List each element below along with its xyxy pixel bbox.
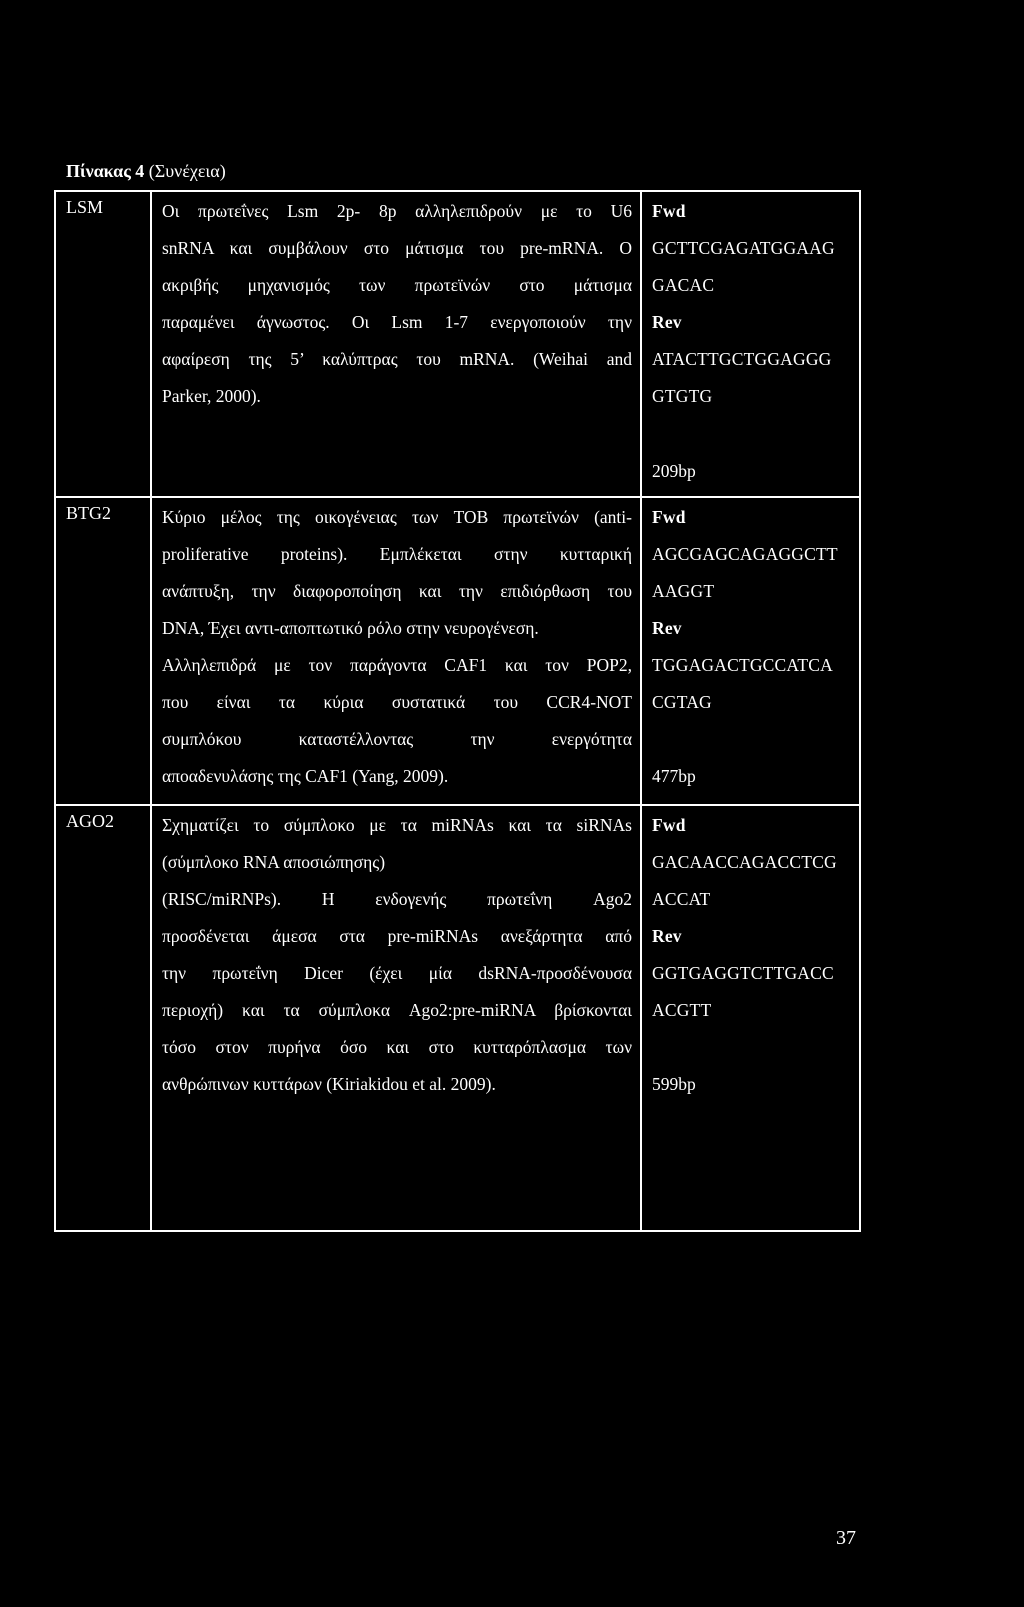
description-line: Parker, 2000). [162, 386, 261, 406]
description-line: ακριβής μηχανισμός των πρωτεϊνών στο μάτισμα [162, 275, 632, 295]
table-row [55, 497, 860, 805]
product-size: 209bp [652, 461, 696, 481]
description-line: Κύριο μέλος της οικογένειας των TOB πρωτεϊνών (anti- [162, 507, 632, 527]
fwd-sequence: AAGGT [652, 581, 715, 601]
fwd-label: Fwd [652, 201, 686, 221]
fwd-sequence: ACCAT [652, 889, 711, 909]
rev-sequence: GTGTG [652, 386, 713, 406]
gene-name-cell [55, 497, 151, 805]
gene-name-cell [55, 805, 151, 1231]
gene-table [54, 190, 861, 1232]
description-line: Οι πρωτεΐνες Lsm 2p- 8p αλληλεπιδρούν με το U6 [162, 201, 632, 221]
rev-label: Rev [652, 312, 682, 332]
description-cell [151, 805, 641, 1231]
rev-sequence: ACGTT [652, 1000, 712, 1020]
gene-name-cell [55, 191, 151, 497]
description-line: αφαίρεση της 5’ καλύπτρας του mRNA. (Weihai and [162, 349, 632, 369]
rev-sequence: CGTAG [652, 692, 712, 712]
description-line: Σχηματίζει το σύμπλοκο με τα miRNAs και τα siRNAs [162, 815, 632, 835]
fwd-sequence: GACAC [652, 275, 715, 295]
description-cell [151, 191, 641, 497]
description-cell [151, 497, 641, 805]
table-caption-continued: (Συνέχεια) [144, 161, 226, 181]
table-caption-number: Πίνακας 4 [66, 161, 145, 181]
table-caption [66, 160, 226, 182]
primer-cell [641, 805, 860, 1231]
table-row [55, 191, 860, 497]
description-line: DNA, Έχει αντι-αποπτωτικό ρόλο στην νευρογένεση. [162, 618, 539, 638]
rev-sequence: TGGAGACTGCCATCA [652, 655, 833, 675]
gene-name: AGO2 [66, 811, 114, 831]
description-line: προσδένεται άμεσα στα pre-miRNAs ανεξάρτητα από [162, 926, 632, 946]
description-line: τόσο στον πυρήνα όσο και στο κυτταρόπλασμα των [162, 1037, 632, 1057]
table-row [55, 805, 860, 1231]
description-line: snRNA και συμβάλουν στο μάτισμα του pre-mRNA. Ο [162, 238, 632, 258]
fwd-sequence: GACAACCAGACCTCG [652, 852, 837, 872]
description-line: παραμένει άγνωστος. Οι Lsm 1-7 ενεργοποιούν την [162, 312, 632, 332]
fwd-sequence: GCTTCGAGATGGAAG [652, 238, 835, 258]
fwd-sequence: AGCGAGCAGAGGCTT [652, 544, 838, 564]
description-line: την πρωτεΐνη Dicer (έχει μία dsRNA-προσδένουσα [162, 963, 632, 983]
rev-sequence: GGTGAGGTCTTGACC [652, 963, 834, 983]
primer-cell [641, 497, 860, 805]
rev-sequence: ATACTTGCTGGAGGG [652, 349, 832, 369]
description-line: ανάπτυξη, την διαφοροποίηση και την επιδιόρθωση του [162, 581, 632, 601]
description-line: συμπλόκου καταστέλλοντας την ενεργότητα [162, 729, 632, 749]
rev-label: Rev [652, 618, 682, 638]
fwd-label: Fwd [652, 507, 686, 527]
product-size: 599bp [652, 1074, 696, 1094]
description-line: ανθρώπινων κυττάρων (Kiriakidou et al. 2009). [162, 1074, 496, 1094]
description-line: (RISC/miRNPs). Η ενδογενής πρωτεΐνη Ago2 [162, 889, 632, 909]
gene-name: BTG2 [66, 503, 111, 523]
description-line: αποαδενυλάσης της CAF1 (Yang, 2009). [162, 766, 449, 786]
description-line: περιοχή) και τα σύμπλοκα Ago2:pre-miRNA βρίσκονται [162, 1000, 632, 1020]
product-size: 477bp [652, 766, 696, 786]
rev-label: Rev [652, 926, 682, 946]
page-number: 37 [836, 1527, 856, 1549]
description-line: που είναι τα κύρια συστατικά του CCR4-NOT [162, 692, 632, 712]
description-line: Αλληλεπιδρά με τον παράγοντα CAF1 και τον POP2, [162, 655, 632, 675]
gene-name: LSM [66, 197, 104, 217]
description-line: (σύμπλοκο RNA αποσιώπησης) [162, 852, 386, 872]
primer-cell [641, 191, 860, 497]
fwd-label: Fwd [652, 815, 686, 835]
description-line: proliferative proteins). Εμπλέκεται στην κυτταρική [162, 544, 632, 564]
